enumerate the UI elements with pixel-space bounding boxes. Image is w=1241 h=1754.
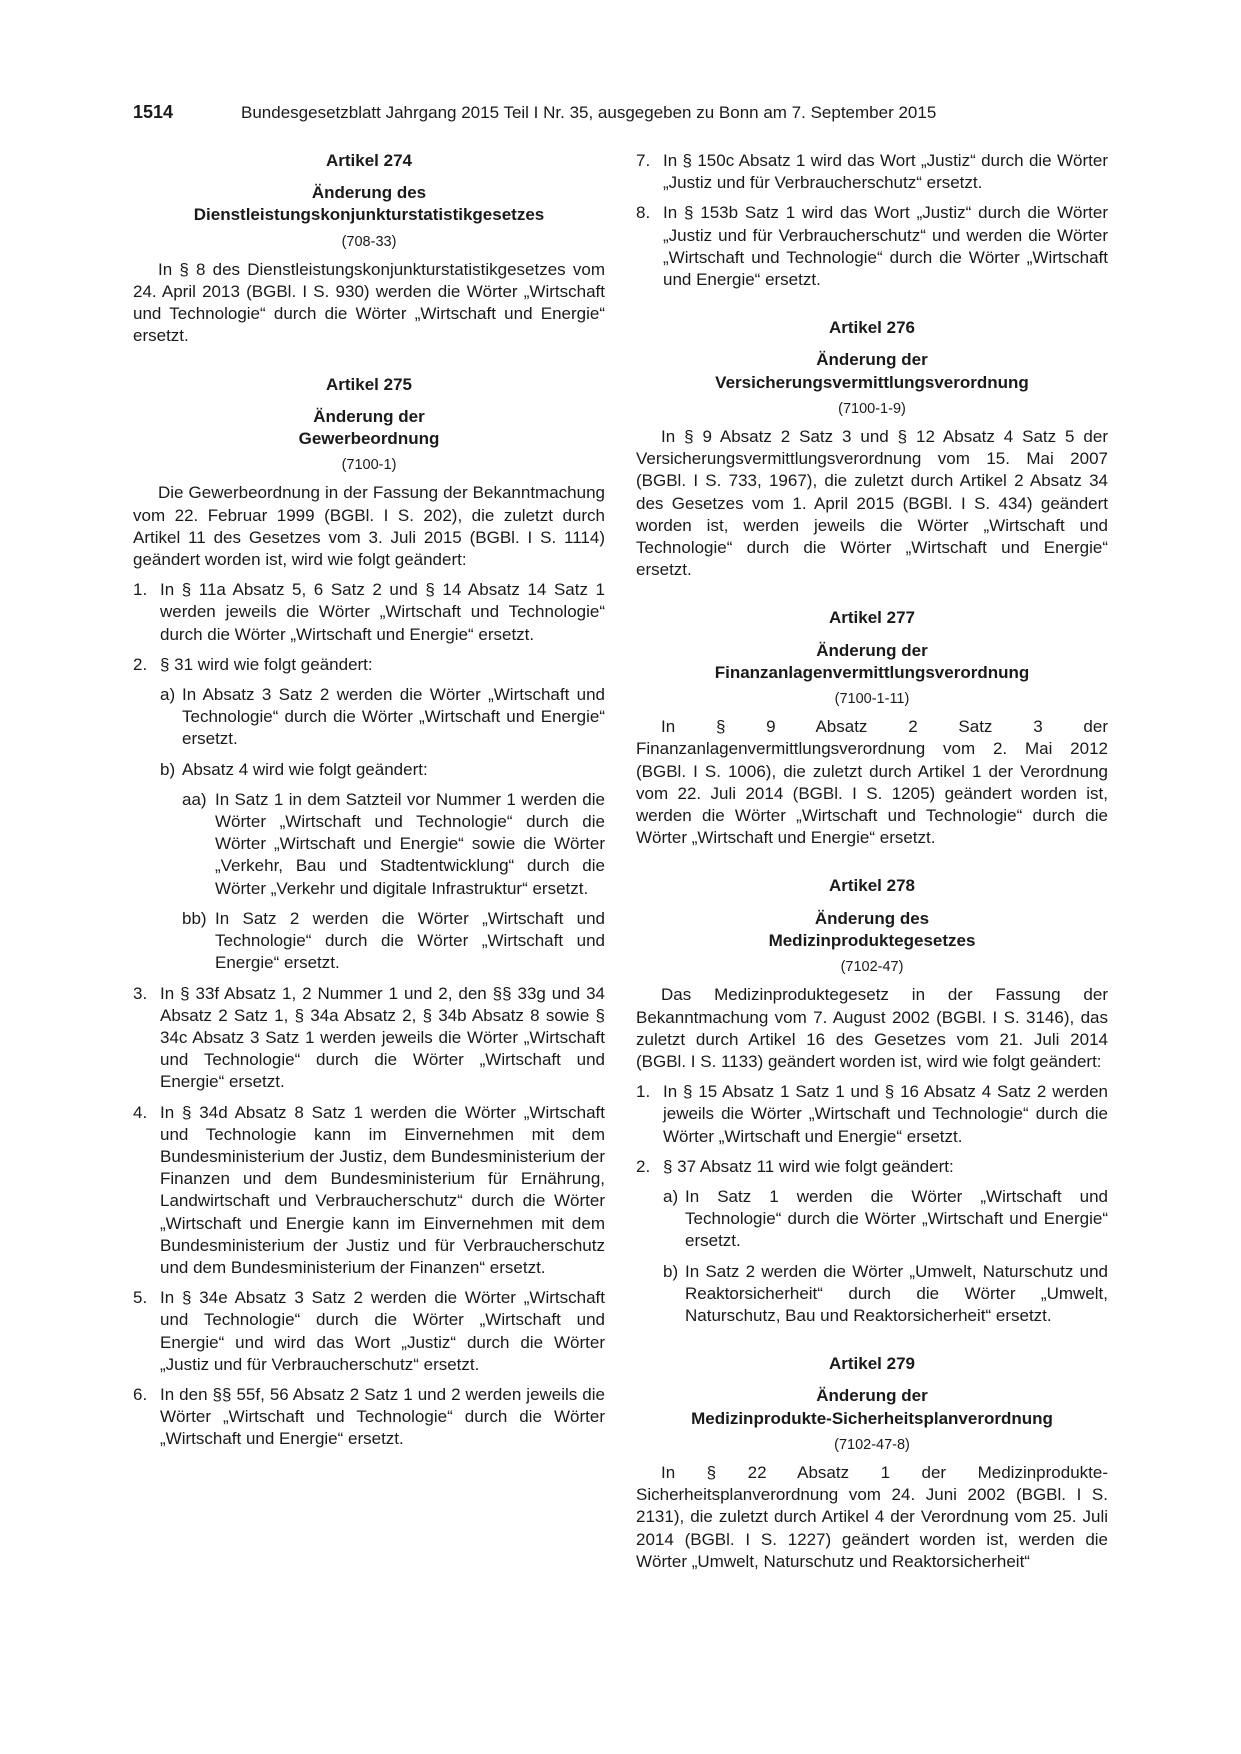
sub-item-text: In Satz 1 werden die Wörter „Wirtschaft und Technologie“ durch die Wörter „Wirtschaft und Energie“ ersetzt. (685, 1186, 1108, 1251)
item-text: In § 34e Absatz 3 Satz 2 werden die Wörter „Wirtschaft und Technologie“ durch die Wörter „Wirtschaft und Energie“ und wird das Wort „Justiz“ durch die Wörter „Justiz und für Verbraucherschutz“ ersetzt. (160, 1288, 605, 1374)
article-276 (636, 317, 1108, 581)
article-intro: Das Medizinproduktegesetz in der Fassung der Bekanntmachung vom 7. August 2002 (BGBl. I S. 3146), das zuletzt durch Artikel 16 des Gesetzes vom 21. Juli 2014 (BGBl. I S. 1133) geändert worden ist, wird wie folgt geändert: (636, 985, 1108, 1071)
sub-item-text: In Satz 2 werden die Wörter „Umwelt, Naturschutz und Reaktorsicherheit“ durch die Wörter „Umwelt, Naturschutz, Bau und Reaktorsicherheit“ ersetzt. (685, 1261, 1108, 1325)
item-number: 6. (133, 1384, 148, 1404)
article-code: (7102-47) (840, 959, 904, 976)
article-subtitle-line1: Änderung des (311, 183, 427, 203)
article-subtitle-line2: Finanzanlagenvermittlungsverordnung (714, 662, 1030, 682)
article-title: Artikel 279 (829, 1354, 915, 1374)
item-text: In § 34d Absatz 8 Satz 1 werden die Wörter „Wirtschaft und Technologie kann im Einvernehmen mit dem Bundesministerium der Justiz, dem Bundesministerium der Finanzen und dem Bundesministerium für Ernährung, Landwirtschaft und Verbraucherschutz“ durch die Wörter „Wirtschaft und Energie kann im Einvernehmen mit dem Bundesministerium der Justiz und für Verbraucherschutz und dem Bundesministerium der Finanzen“ ersetzt. (160, 1102, 605, 1277)
list-item (636, 1081, 1108, 1148)
article-subtitle-line2: Medizinproduktegesetzes (768, 930, 976, 950)
item-text: In § 15 Absatz 1 Satz 1 und § 16 Absatz 4 Satz 2 werden jeweils die Wörter „Wirtschaft und Technologie“ durch die Wörter „Wirtschaft und Energie“ ersetzt. (663, 1082, 1108, 1146)
item-text: § 37 Absatz 11 wird wie folgt geändert: (663, 1156, 954, 1176)
list-item (636, 1156, 1108, 1178)
article-body: In § 9 Absatz 2 Satz 3 und § 12 Absatz 4 Satz 5 der Versicherungsvermittlungsverordnung vom 15. Mai 2007 (BGBl. I S. 733, 1967), die zuletzt durch Artikel 2 Absatz 34 des Gesetzes vom 1. April 2015 (BGBl. I S. 434) geändert worden ist, werden jeweils die Wörter „Wirtschaft und Technologie“ durch die Wörter „Wirtschaft und Energie“ ersetzt. (636, 427, 1108, 580)
article-code: (708-33) (341, 233, 397, 250)
article-title: Artikel 275 (326, 374, 412, 394)
article-subtitle-line1: Änderung der (816, 350, 928, 370)
right-column (636, 150, 1108, 1573)
sub-item (663, 1186, 1108, 1253)
sub-item-letter: b) (160, 759, 176, 779)
page-header (133, 102, 1108, 126)
list-item (636, 150, 1108, 194)
article-279 (636, 1353, 1108, 1573)
item-number: 2. (133, 654, 148, 674)
item-number: 1. (133, 580, 148, 600)
sub-sub-item (182, 908, 605, 975)
article-subtitle-line2: Gewerbeordnung (298, 429, 440, 449)
article-subtitle-line1: Änderung der (313, 406, 425, 426)
running-title: Bundesgesetzblatt Jahrgang 2015 Teil I Nr. 35, ausgegeben zu Bonn am 7. September 2015 (241, 103, 937, 122)
item-text: In § 150c Absatz 1 wird das Wort „Justiz“ durch die Wörter „Justiz und für Verbraucherschutz“ ersetzt. (663, 151, 1108, 193)
article-code: (7102-47-8) (834, 1436, 910, 1453)
item-number: 1. (636, 1082, 651, 1102)
sub-item (160, 759, 605, 781)
article-code: (7100-1) (341, 457, 397, 474)
article-intro: Die Gewerbeordnung in der Fassung der Bekanntmachung vom 22. Februar 1999 (BGBl. I S. 202), die zuletzt durch Artikel 11 des Gesetzes vom 3. Juli 2015 (BGBl. I S. 1114) geändert worden ist, wird wie folgt geändert: (133, 483, 605, 570)
sub-item-letter: b) (663, 1261, 679, 1281)
item-text: In § 33f Absatz 1, 2 Nummer 1 und 2, den §§ 33g und 34 Absatz 2 Satz 1, § 34a Absatz 2, § 34b Absatz 8 sowie § 34c Absatz 3 Satz 1 werden jeweils die Wörter „Wirtschaft und Technologie“ durch die Wörter „Wirtschaft und Energie“ ersetzt. (160, 983, 605, 1092)
sub-sub-item-text: In Satz 2 werden die Wörter „Wirtschaft und Technologie“ durch die Wörter „Wirtschaft und Energie“ ersetzt. (215, 908, 605, 973)
list-item (133, 983, 605, 1094)
article-subtitle-line2: Versicherungsvermittlungsverordnung (715, 372, 1029, 392)
page-number: 1514 (133, 102, 174, 122)
sub-sub-item-text: In Satz 1 in dem Satzteil vor Nummer 1 werden die Wörter „Wirtschaft und Technologie“ durch die Wörter „Wirtschaft und Energie“ sowie die Wörter „Verkehr, Bau und Stadtentwicklung“ durch die Wörter „Verkehr und digitale Infrastruktur“ ersetzt. (215, 789, 605, 898)
sub-item-text: In Absatz 3 Satz 2 werden die Wörter „Wirtschaft und Technologie“ durch die Wörter „Wirtschaft und Energie“ ersetzt. (182, 685, 605, 749)
article-275 (133, 374, 605, 1451)
item-text: In den §§ 55f, 56 Absatz 2 Satz 1 und 2 werden jeweils die Wörter „Wirtschaft und Technologie“ durch die Wörter „Wirtschaft und Energie“ ersetzt. (160, 1384, 605, 1449)
article-subtitle-line2: Dienstleistungskonjunkturstatistikgesetzes (193, 205, 545, 225)
item-number: 7. (636, 151, 651, 170)
article-title: Artikel 277 (829, 608, 915, 628)
sub-item-text: Absatz 4 wird wie folgt geändert: (182, 759, 428, 779)
list-item (133, 1384, 605, 1451)
article-body: In § 8 des Dienstleistungskonjunkturstatistikgesetzes vom 24. April 2013 (BGBl. I S. 930) werden die Wörter „Wirtschaft und Technologie“ durch die Wörter „Wirtschaft und Energie“ ersetzt. (133, 259, 605, 346)
item-text: In § 153b Satz 1 wird das Wort „Justiz“ durch die Wörter „Justiz und für Verbraucherschutz“ und werden die Wörter „Wirtschaft und Technologie“ durch die Wörter „Wirtschaft und Energie“ ersetzt. (663, 203, 1108, 290)
sub-item-letter: a) (160, 685, 176, 705)
article-title: Artikel 276 (829, 318, 915, 338)
article-277 (636, 607, 1108, 849)
article-title: Artikel 278 (829, 876, 915, 896)
article-278 (636, 875, 1108, 1327)
sub-item (160, 684, 605, 751)
item-text: In § 11a Absatz 5, 6 Satz 2 und § 14 Absatz 14 Satz 1 werden jeweils die Wörter „Wirtschaft und Technologie“ durch die Wörter „Wirtschaft und Energie“ ersetzt. (160, 580, 605, 644)
article-code: (7100-1-11) (834, 691, 910, 708)
item-number: 8. (636, 203, 651, 223)
sub-sub-item-letter: bb) (182, 908, 207, 928)
item-number: 5. (133, 1288, 148, 1308)
list-item (133, 1102, 605, 1280)
article-subtitle-line1: Änderung des (814, 908, 930, 928)
article-274 (133, 150, 605, 348)
sub-sub-item (182, 789, 605, 900)
article-body: In § 22 Absatz 1 der Medizinprodukte-Sicherheitsplanverordnung vom 24. Juni 2002 (BGBl. I S. 2131), die zuletzt durch Artikel 4 der Verordnung vom 25. Juli 2014 (BGBl. I S. 1227) geändert worden ist, werden die Wörter „Umwelt, Naturschutz und Reaktorsicherheit“ (636, 1462, 1108, 1571)
left-column (133, 150, 605, 1451)
list-item (133, 1287, 605, 1376)
article-subtitle-line1: Änderung der (816, 640, 928, 660)
item-number: 3. (133, 983, 148, 1003)
sub-item (663, 1261, 1108, 1328)
list-item (636, 202, 1108, 291)
sub-item-letter: a) (663, 1186, 679, 1206)
item-number: 4. (133, 1102, 148, 1122)
item-text: § 31 wird wie folgt geändert: (160, 654, 373, 674)
article-subtitle-line1: Änderung der (816, 1386, 928, 1406)
list-item (133, 579, 605, 646)
item-number: 2. (636, 1156, 651, 1176)
article-title: Artikel 274 (326, 151, 412, 170)
article-body: In § 9 Absatz 2 Satz 3 der Finanzanlagenvermittlungsverordnung vom 2. Mai 2012 (BGBl. I S. 1006), die zuletzt durch Artikel 1 der Verordnung vom 22. Juli 2014 (BGBl. I S. 1205) geändert worden ist, werden die Wörter „Wirtschaft und Technologie“ durch die Wörter „Wirtschaft und Energie“ ersetzt. (636, 717, 1108, 848)
list-item (133, 654, 605, 676)
article-subtitle-line2: Medizinprodukte-Sicherheitsplanverordnung (691, 1408, 1053, 1428)
sub-sub-item-letter: aa) (182, 789, 207, 809)
article-code: (7100-1-9) (838, 400, 906, 417)
